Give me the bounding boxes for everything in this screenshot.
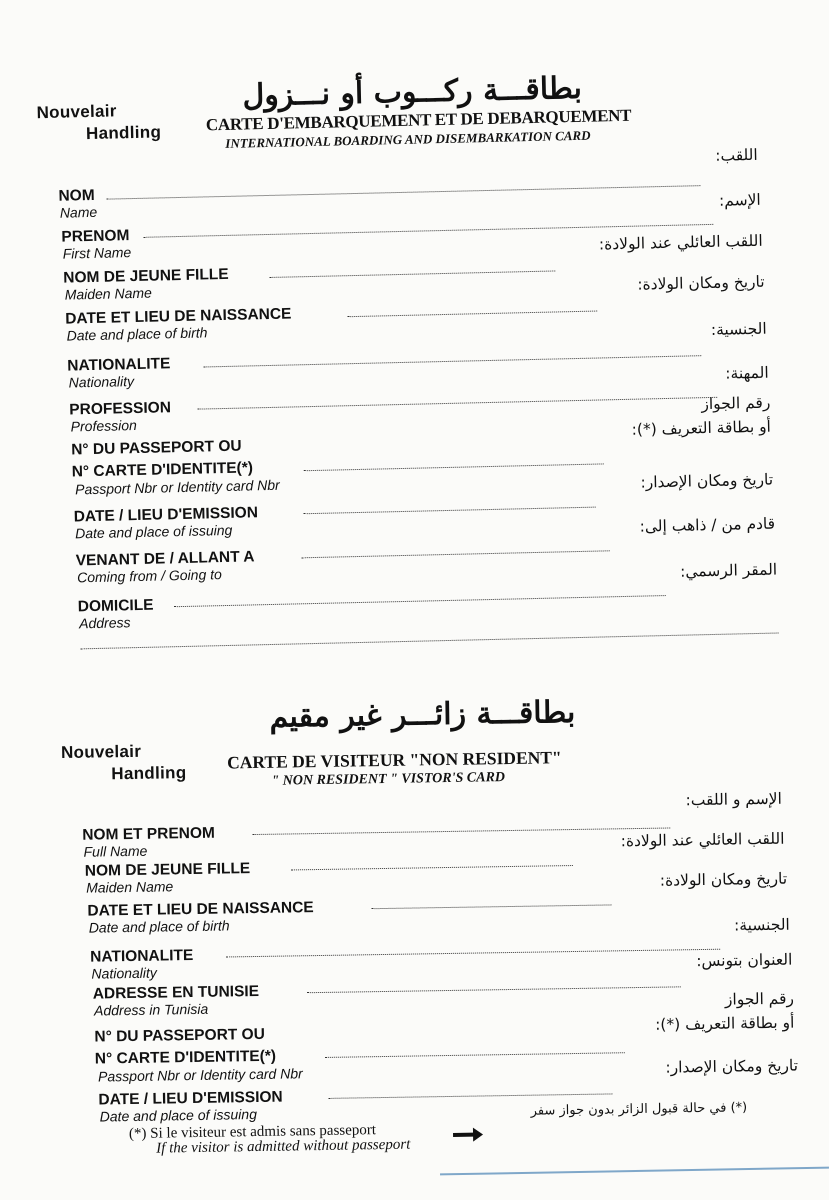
fill-line[interactable] xyxy=(197,397,717,410)
fill-line[interactable] xyxy=(107,185,701,199)
field-label-ar: قادم من / ذاهب إلى: xyxy=(639,514,776,536)
field-label-fr: VENANT DE / ALLANT A xyxy=(75,548,255,570)
footnote-en: If the visitor is admitted without passeport xyxy=(156,1136,411,1157)
fill-line[interactable] xyxy=(304,463,604,471)
fill-line[interactable] xyxy=(304,507,596,515)
field-label-en: Address xyxy=(78,614,131,632)
brand-name-line2: Handling xyxy=(85,122,162,144)
card-title-english: " NON RESIDENT " VISTOR'S CARD xyxy=(271,770,506,789)
visitor-card xyxy=(0,677,829,1190)
field-label-en: Date and place of issuing xyxy=(74,521,233,542)
field-label-fr: NOM xyxy=(58,186,95,205)
field-label-en: Name xyxy=(59,203,98,221)
field-label-ar: اللقب: xyxy=(715,145,758,165)
footnote-passport xyxy=(129,1122,411,1158)
brand-name-line2: Handling xyxy=(111,763,187,784)
field-label-fr: DOMICILE xyxy=(77,596,154,616)
footnote-ar: (*) في حالة قبول الزائر بدون جواز سفر xyxy=(530,1100,748,1119)
field-label-fr: N° DU PASSEPORT OU xyxy=(71,437,242,459)
field-label-ar: رقم الجواز xyxy=(724,989,795,1009)
field-label-fr: NATIONALITE xyxy=(90,946,194,966)
fill-line[interactable] xyxy=(347,311,597,318)
field-label-ar: تاريخ ومكان الإصدار: xyxy=(640,470,774,492)
field-label-en: Date and place of birth xyxy=(66,324,208,344)
field-label-fr: N° DU PASSEPORT OU xyxy=(94,1025,265,1046)
field-label-en: Full Name xyxy=(83,842,148,860)
field-label-ar: تاريخ ومكان الولادة: xyxy=(637,272,765,294)
field-label-ar-line2: أو بطاقة التعريف (*): xyxy=(654,1013,795,1034)
fill-line[interactable] xyxy=(325,1052,625,1058)
brand-name: Nouvelair xyxy=(36,101,117,123)
fill-line[interactable] xyxy=(269,270,555,277)
field-label-ar: العنوان بتونس: xyxy=(696,950,793,971)
field-label-fr-line2: N° CARTE D'IDENTITE(*) xyxy=(71,459,254,481)
field-label-fr: DATE ET LIEU DE NAISSANCE xyxy=(87,899,314,920)
field-label-ar: اللقب العائلي عند الولادة: xyxy=(620,829,785,851)
field-label-fr: NOM DE JEUNE FILLE xyxy=(84,860,251,880)
field-label-ar: المقر الرسمي: xyxy=(679,560,778,581)
fill-line[interactable] xyxy=(371,904,611,909)
field-label-ar: رقم الجواز xyxy=(701,393,771,414)
field-label-en: First Name xyxy=(62,244,132,262)
arrow-right-icon xyxy=(451,1126,485,1143)
field-label-en: Date and place of birth xyxy=(88,917,230,936)
field-label-ar: اللقب العائلي عند الولادة: xyxy=(598,231,763,254)
field-label-en: Maiden Name xyxy=(64,284,153,303)
fill-line[interactable] xyxy=(252,827,670,835)
field-label-en: Date and place of issuing xyxy=(99,1106,258,1125)
field-label-fr: PROFESSION xyxy=(69,399,172,419)
field-label-en: Coming from / Going to xyxy=(76,566,222,586)
field-label-en: Passport Nbr or Identity card Nbr xyxy=(74,476,280,498)
fill-line-extra[interactable] xyxy=(81,632,779,649)
field-label-ar-line2: أو بطاقة التعريف (*): xyxy=(631,417,772,439)
field-label-fr: DATE / LIEU D'EMISSION xyxy=(98,1088,283,1109)
field-label-fr: ADRESSE EN TUNISIE xyxy=(92,982,260,1003)
fill-line[interactable] xyxy=(291,865,573,870)
footnote-fr: (*) Si le visiteur est admis sans passeport xyxy=(128,1122,377,1143)
field-label-ar: الإسم و اللقب: xyxy=(685,789,782,810)
field-label-ar: الإسم: xyxy=(718,190,761,210)
field-label-en: Passport Nbr or Identity card Nbr xyxy=(97,1065,303,1085)
field-label-fr-line2: N° CARTE D'IDENTITE(*) xyxy=(94,1047,277,1068)
fill-line[interactable] xyxy=(203,355,701,367)
field-label-en: Nationality xyxy=(68,373,135,391)
field-label-fr: NOM DE JEUNE FILLE xyxy=(63,265,229,287)
fill-line[interactable] xyxy=(174,595,666,607)
field-label-ar: تاريخ ومكان الولادة: xyxy=(659,869,788,890)
field-label-en: Maiden Name xyxy=(85,878,174,896)
field-label-ar: المهنة: xyxy=(725,363,769,383)
fill-line[interactable] xyxy=(328,1093,612,1098)
field-label-fr: NATIONALITE xyxy=(67,355,171,375)
field-label-fr: DATE / LIEU D'EMISSION xyxy=(73,504,259,526)
card-title-french: CARTE D'EMBARQUEMENT ET DE DEBARQUEMENT xyxy=(205,105,632,135)
fill-line[interactable] xyxy=(226,949,720,958)
field-label-en: Address in Tunisia xyxy=(93,1000,209,1019)
card-title-french: CARTE DE VISITEUR "NON RESIDENT" xyxy=(227,747,562,773)
field-label-fr: PRENOM xyxy=(61,227,130,246)
field-label-ar: تاريخ ومكان الإصدار: xyxy=(665,1056,799,1077)
field-label-ar: الجنسية: xyxy=(733,915,790,935)
field-label-en: Nationality xyxy=(91,964,157,982)
card-title-english: INTERNATIONAL BOARDING AND DISEMBARKATION CARD xyxy=(225,127,591,151)
fill-line[interactable] xyxy=(307,986,681,993)
field-label-ar: الجنسية: xyxy=(710,319,767,339)
card-title-arabic: بطاقـــة زائـــر غير مقيم xyxy=(269,694,576,735)
field-label-fr: NOM ET PRENOM xyxy=(82,824,216,844)
field-label-en: Profession xyxy=(70,417,138,435)
card-title-arabic: بطاقـــة ركـــوب أو نـــزول xyxy=(242,70,583,114)
field-label-fr: DATE ET LIEU DE NAISSANCE xyxy=(65,305,292,328)
fill-line[interactable] xyxy=(302,550,610,558)
brand-name: Nouvelair xyxy=(60,741,142,763)
